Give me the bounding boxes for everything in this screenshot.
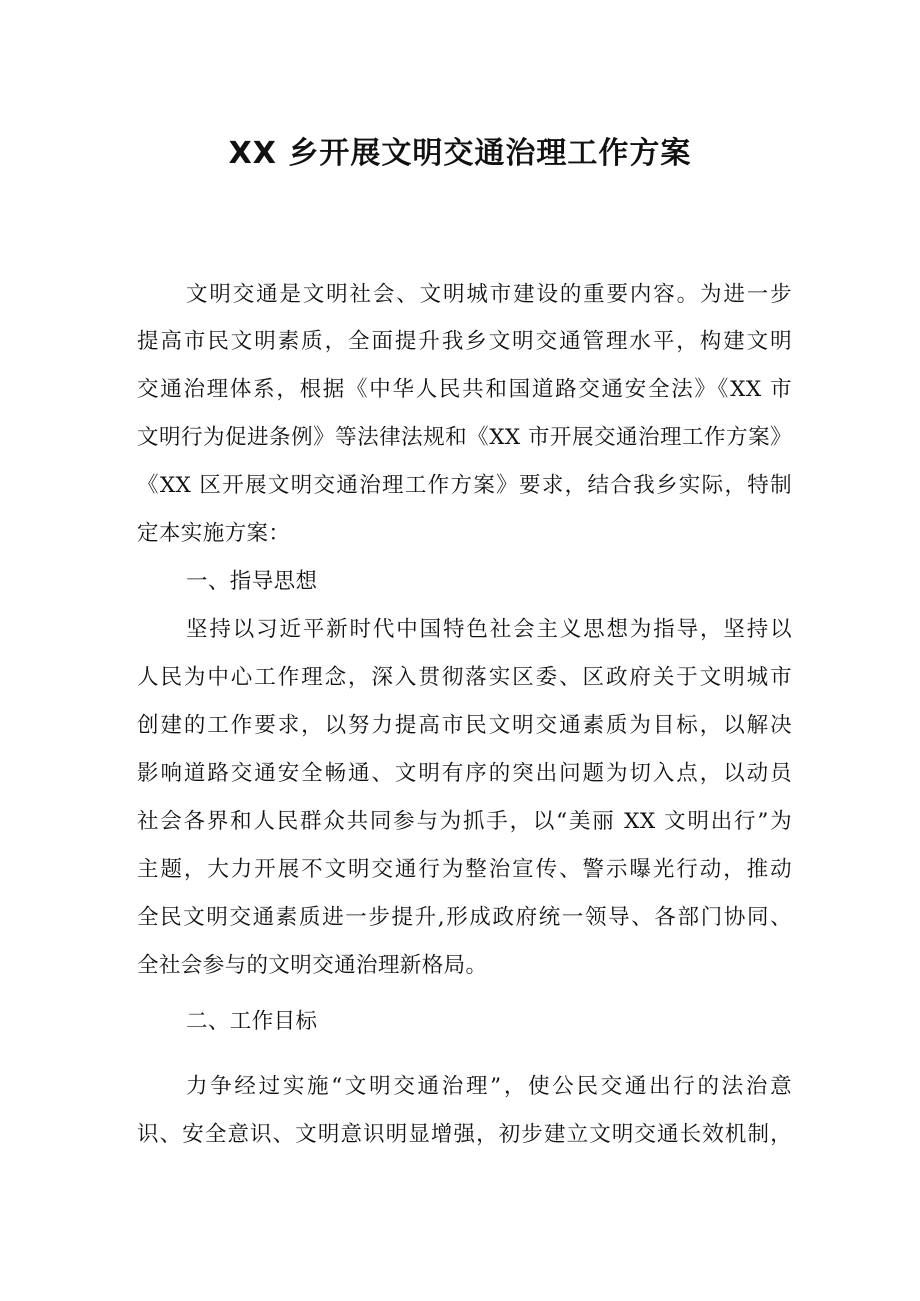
- paragraph-line: 社会各界和人民群众共同参与为抓手，以“美丽 XX 文明出行”为: [137, 809, 792, 834]
- section-heading: 二、工作目标: [186, 1009, 318, 1034]
- paragraph-line: 全社会参与的文明交通治理新格局。: [137, 953, 488, 978]
- paragraph-line: 定本实施方案：: [137, 521, 291, 546]
- paragraph-line: 文明行为促进条例》等法律法规和《XX 市开展交通治理工作方案》: [137, 425, 792, 450]
- paragraph-line: 提高市民文明素质，全面提升我乡文明交通管理水平，构建文明: [137, 329, 792, 354]
- paragraph-line: 影响道路交通安全畅通、文明有序的突出问题为切入点，以动员: [137, 761, 792, 786]
- document-title: XX 乡开展文明交通治理工作方案: [228, 136, 692, 171]
- paragraph-line: 人民为中心工作理念，深入贯彻落实区委、区政府关于文明城市: [137, 665, 792, 690]
- paragraph-line: 《XX 区开展文明交通治理工作方案》要求，结合我乡实际，特制: [137, 473, 792, 498]
- paragraph-line: 交通治理体系，根据《中华人民共和国道路交通安全法》《XX 市: [137, 377, 792, 402]
- paragraph-line: 力争经过实施“文明交通治理”，使公民交通出行的法治意: [186, 1074, 792, 1099]
- paragraph-line: 文明交通是文明社会、文明城市建设的重要内容。为进一步: [186, 282, 792, 307]
- paragraph-line: 主题，大力开展不文明交通行为整治宣传、警示曝光行动，推动: [137, 857, 792, 882]
- paragraph-line: 全民文明交通素质进一步提升,形成政府统一领导、各部门协同、: [137, 905, 792, 930]
- paragraph-line: 识、安全意识、文明意识明显增强，初步建立文明交通长效机制，: [137, 1122, 792, 1147]
- paragraph-line: 创建的工作要求，以努力提高市民文明交通素质为目标，以解决: [137, 713, 792, 738]
- section-heading: 一、指导思想: [186, 569, 318, 594]
- paragraph-line: 坚持以习近平新时代中国特色社会主义思想为指导，坚持以: [186, 617, 792, 642]
